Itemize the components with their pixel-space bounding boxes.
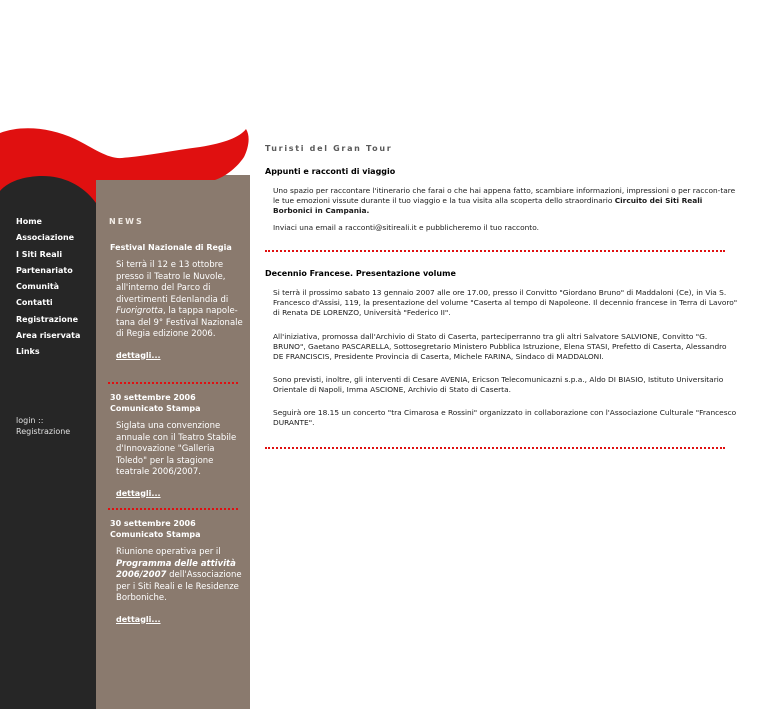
nav-associazione[interactable]: Associazione	[16, 233, 75, 243]
section-paragraph: Seguirà ore 18.15 un concerto "tra Cimarosa e Rossini" organizzato in collaborazione con l'Associazione Culturale "Francesco DURANTE".	[273, 408, 737, 427]
main-navigation	[16, 216, 80, 363]
red-banner-logo	[0, 125, 252, 205]
news-title: 30 settembre 2006 Comunicato Stampa	[110, 393, 201, 413]
news-details-link[interactable]: dettagli...	[116, 350, 161, 360]
news-heading: NEWS	[109, 217, 144, 226]
nav-contatti[interactable]: Contatti	[16, 298, 53, 308]
nav-home[interactable]: Home	[16, 217, 42, 226]
register-link[interactable]: Registrazione	[16, 427, 71, 436]
news-body: Si terrà il 12 e 13 ottobre presso il Teatro le Nuvole, all'interno del Parco di divertimenti Edenlandia di Fuorigrotta, la tappa napole-tana del 9° Festival Nazionale di Regia edizione 2006.	[116, 260, 243, 339]
nav-registrazione[interactable]: Registrazione	[16, 314, 78, 324]
news-body: Siglata una convenzione annuale con il Teatro Stabile d'Innovazione "Galleria Toledo" per la stagione teatrale 2006/2007.	[116, 421, 237, 477]
nav-partenariato[interactable]: Partenariato	[16, 265, 73, 275]
news-body: Riunione operativa per il Programma delle attività 2006/2007 dell'Associazione per i Siti Reali e le Residenze Borboniche.	[116, 547, 242, 603]
news-divider	[108, 508, 238, 510]
section-title: Decennio Francese. Presentazione volume	[265, 269, 456, 278]
section-divider	[265, 250, 725, 252]
nav-area-riservata[interactable]: Area riservata	[16, 331, 81, 341]
news-divider	[108, 382, 238, 384]
news-item	[110, 518, 246, 624]
nav-links[interactable]: Links	[16, 347, 40, 357]
section-divider	[265, 447, 725, 449]
news-title: Festival Nazionale di Regia	[110, 243, 232, 252]
login-box	[16, 415, 70, 437]
login-link[interactable]: login ::	[16, 416, 44, 425]
page-title: Turisti del Gran Tour	[265, 144, 393, 153]
nav-siti-reali[interactable]: I Siti Reali	[16, 249, 63, 259]
nav-comunita[interactable]: Comunità	[16, 282, 60, 292]
news-title: 30 settembre 2006 Comunicato Stampa	[110, 519, 201, 539]
section-paragraph: All'iniziativa, promossa dall'Archivio di Stato di Caserta, parteciperranno tra gli altri Salvatore SALVIONE, Convitto "G. BRUNO", Gaetano PASCARELLA, Sottosegretario Ministero Pubblica Istruzione, Elena STASI, Prefetto di Caserta, Alessandro DE FRANCISCIS, Presidente Provincia di Caserta, Michele FARINA, Sindaco di MADDALONI.	[273, 332, 727, 361]
section-paragraph: Sono previsti, inoltre, gli interventi di Cesare AVENIA, Ericson Telecomunicazni s.p.a., Aldo DI BIASIO, Istituto Universitario Orientale di Napoli, Imma ASCIONE, Archivio di Stato di Caserta.	[273, 375, 724, 394]
section-title: Appunti e racconti di viaggio	[265, 167, 396, 176]
news-details-link[interactable]: dettagli...	[116, 488, 161, 498]
news-details-link[interactable]: dettagli...	[116, 614, 161, 624]
news-item	[110, 242, 246, 360]
section-paragraph: Inviaci una email a racconti@sitireali.it e pubblicheremo il tuo racconto.	[273, 223, 539, 232]
section-paragraph: Si terrà il prossimo sabato 13 gennaio 2007 alle ore 17.00, presso il Convitto "Giordano Bruno" di Maddaloni (Ce), in Via S. Francesco d'Assisi, 119, la presentazione del volume "Caserta al tempo di Napoleone. Il decennio francese in Terra di Lavoro" di Renata DE LORENZO, Università "Federico II".	[273, 288, 738, 317]
section-paragraph: Uno spazio per raccontare l'itinerario che farai o che hai appena fatto, scambiare informazioni, impressioni o per raccon-tare le tue emozioni vissute durante il tuo viaggio e la tua visita alla scoperta dello straordinario Circuito dei Siti Reali Borbonici in Campania.	[273, 186, 736, 215]
news-item	[110, 392, 246, 498]
